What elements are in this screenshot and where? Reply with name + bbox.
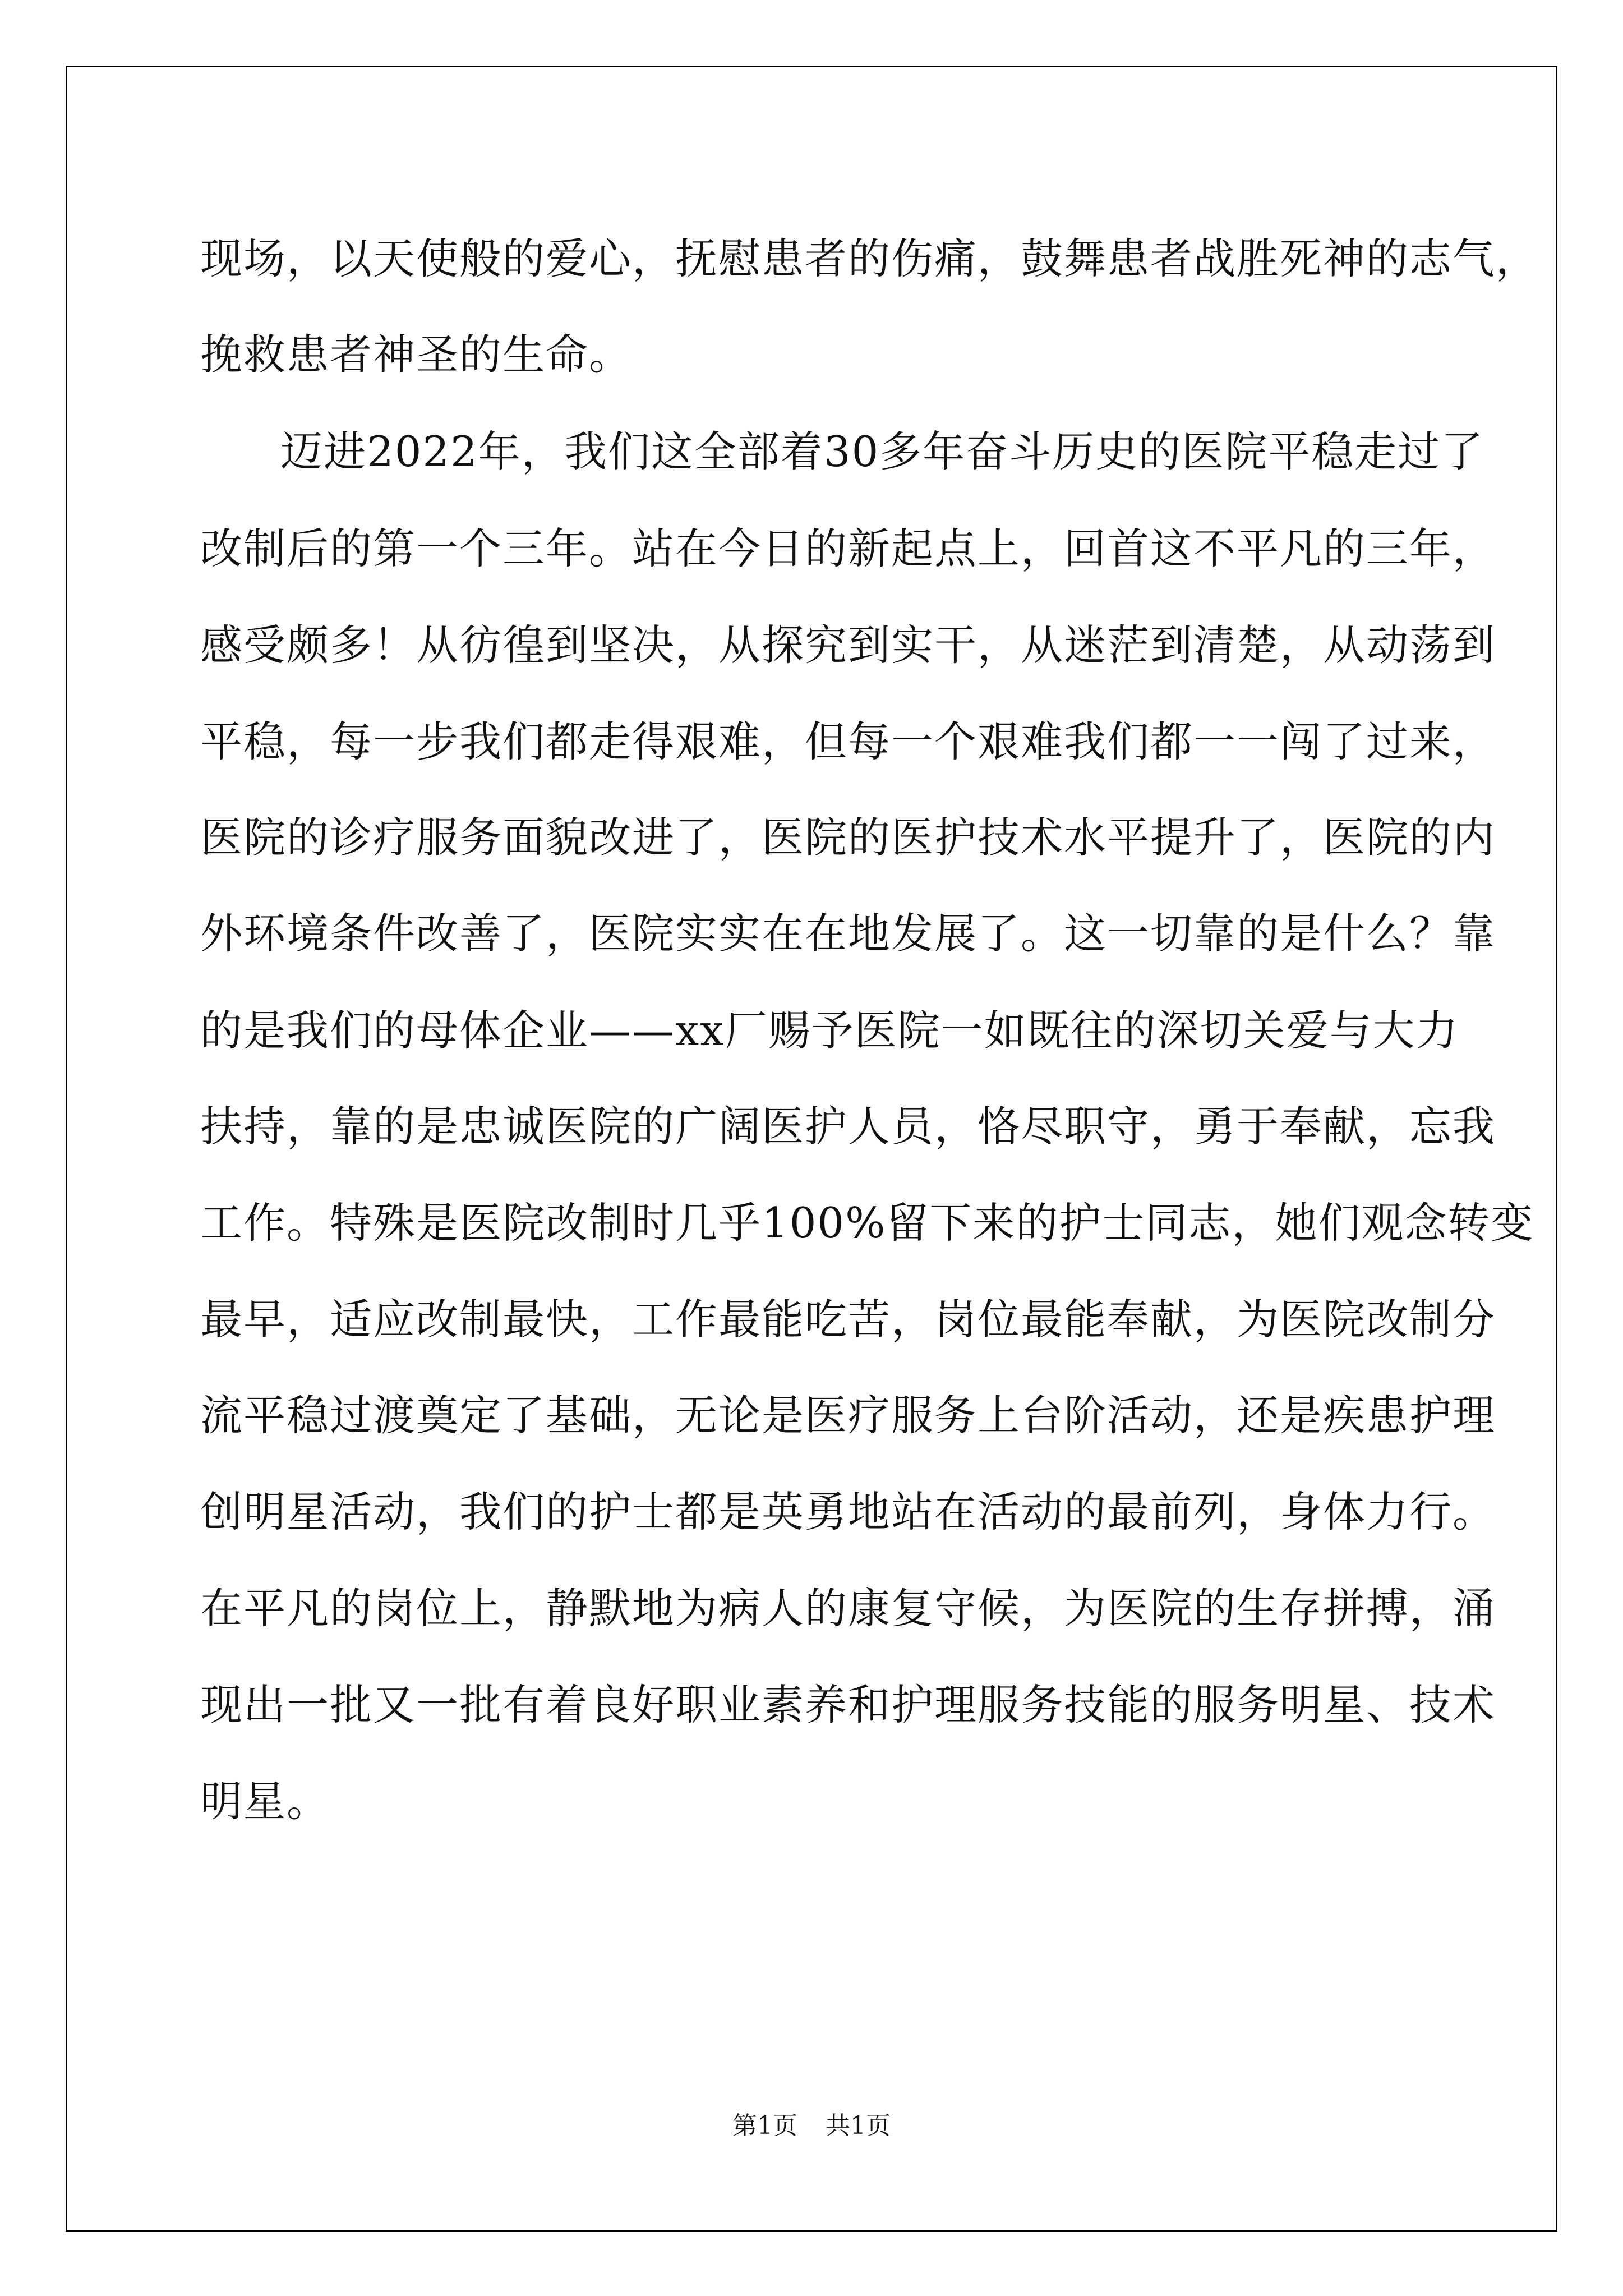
text-line: 现场，以天使般的爱心，抚慰患者的伤痛，鼓舞患者战胜死神的志气，: [200, 234, 1539, 283]
text-line: 平稳，每一步我们都走得艰难，但每一个艰难我们都一一闯了过来，: [200, 717, 1496, 766]
text-line: 改制后的第一个三年。站在今日的新起点上，回首这不平凡的三年，: [200, 524, 1496, 573]
page-number: 第1页: [732, 2111, 797, 2140]
text-line: 迈进2022年，我们这全部着30多年奋斗历史的医院平稳走过了: [280, 427, 1484, 476]
text-line: 感受颇多！从彷徨到坚决，从探究到实干，从迷茫到清楚，从动荡到: [200, 620, 1496, 670]
page-footer: [0, 2109, 1623, 2143]
text-line: 外环境条件改善了，医院实实在在地发展了。这一切靠的是什么？靠: [200, 909, 1496, 958]
text-line: 流平稳过渡奠定了基础，无论是医疗服务上台阶活动，还是疾患护理: [200, 1391, 1496, 1440]
text-line: 扶持，靠的是忠诚医院的广阔医护人员，恪尽职守，勇于奉献，忘我: [200, 1102, 1496, 1151]
text-line: 的是我们的母体企业——xx厂赐予医院一如既往的深切关爱与大力: [200, 1006, 1459, 1055]
text-line: 挽救患者神圣的生命。: [200, 330, 633, 379]
text-line: 在平凡的岗位上，静默地为病人的康复守候，为医院的生存拼搏，涌: [200, 1584, 1496, 1633]
text-line: 明星。: [200, 1777, 330, 1826]
text-line: 最早，适应改制最快，工作最能吃苦，岗位最能奉献，为医院改制分: [200, 1295, 1496, 1344]
text-line: 医院的诊疗服务面貌改进了，医院的医护技术水平提升了，医院的内: [200, 813, 1496, 862]
page-total: 共1页: [826, 2111, 891, 2140]
text-line: 工作。特殊是医院改制时几乎100%留下来的护士同志，她们观念转变: [200, 1198, 1534, 1248]
text-line: 现出一批又一批有着良好职业素养和护理服务技能的服务明星、技术: [200, 1680, 1496, 1729]
text-line: 创明星活动，我们的护士都是英勇地站在活动的最前列，身体力行。: [200, 1487, 1496, 1536]
